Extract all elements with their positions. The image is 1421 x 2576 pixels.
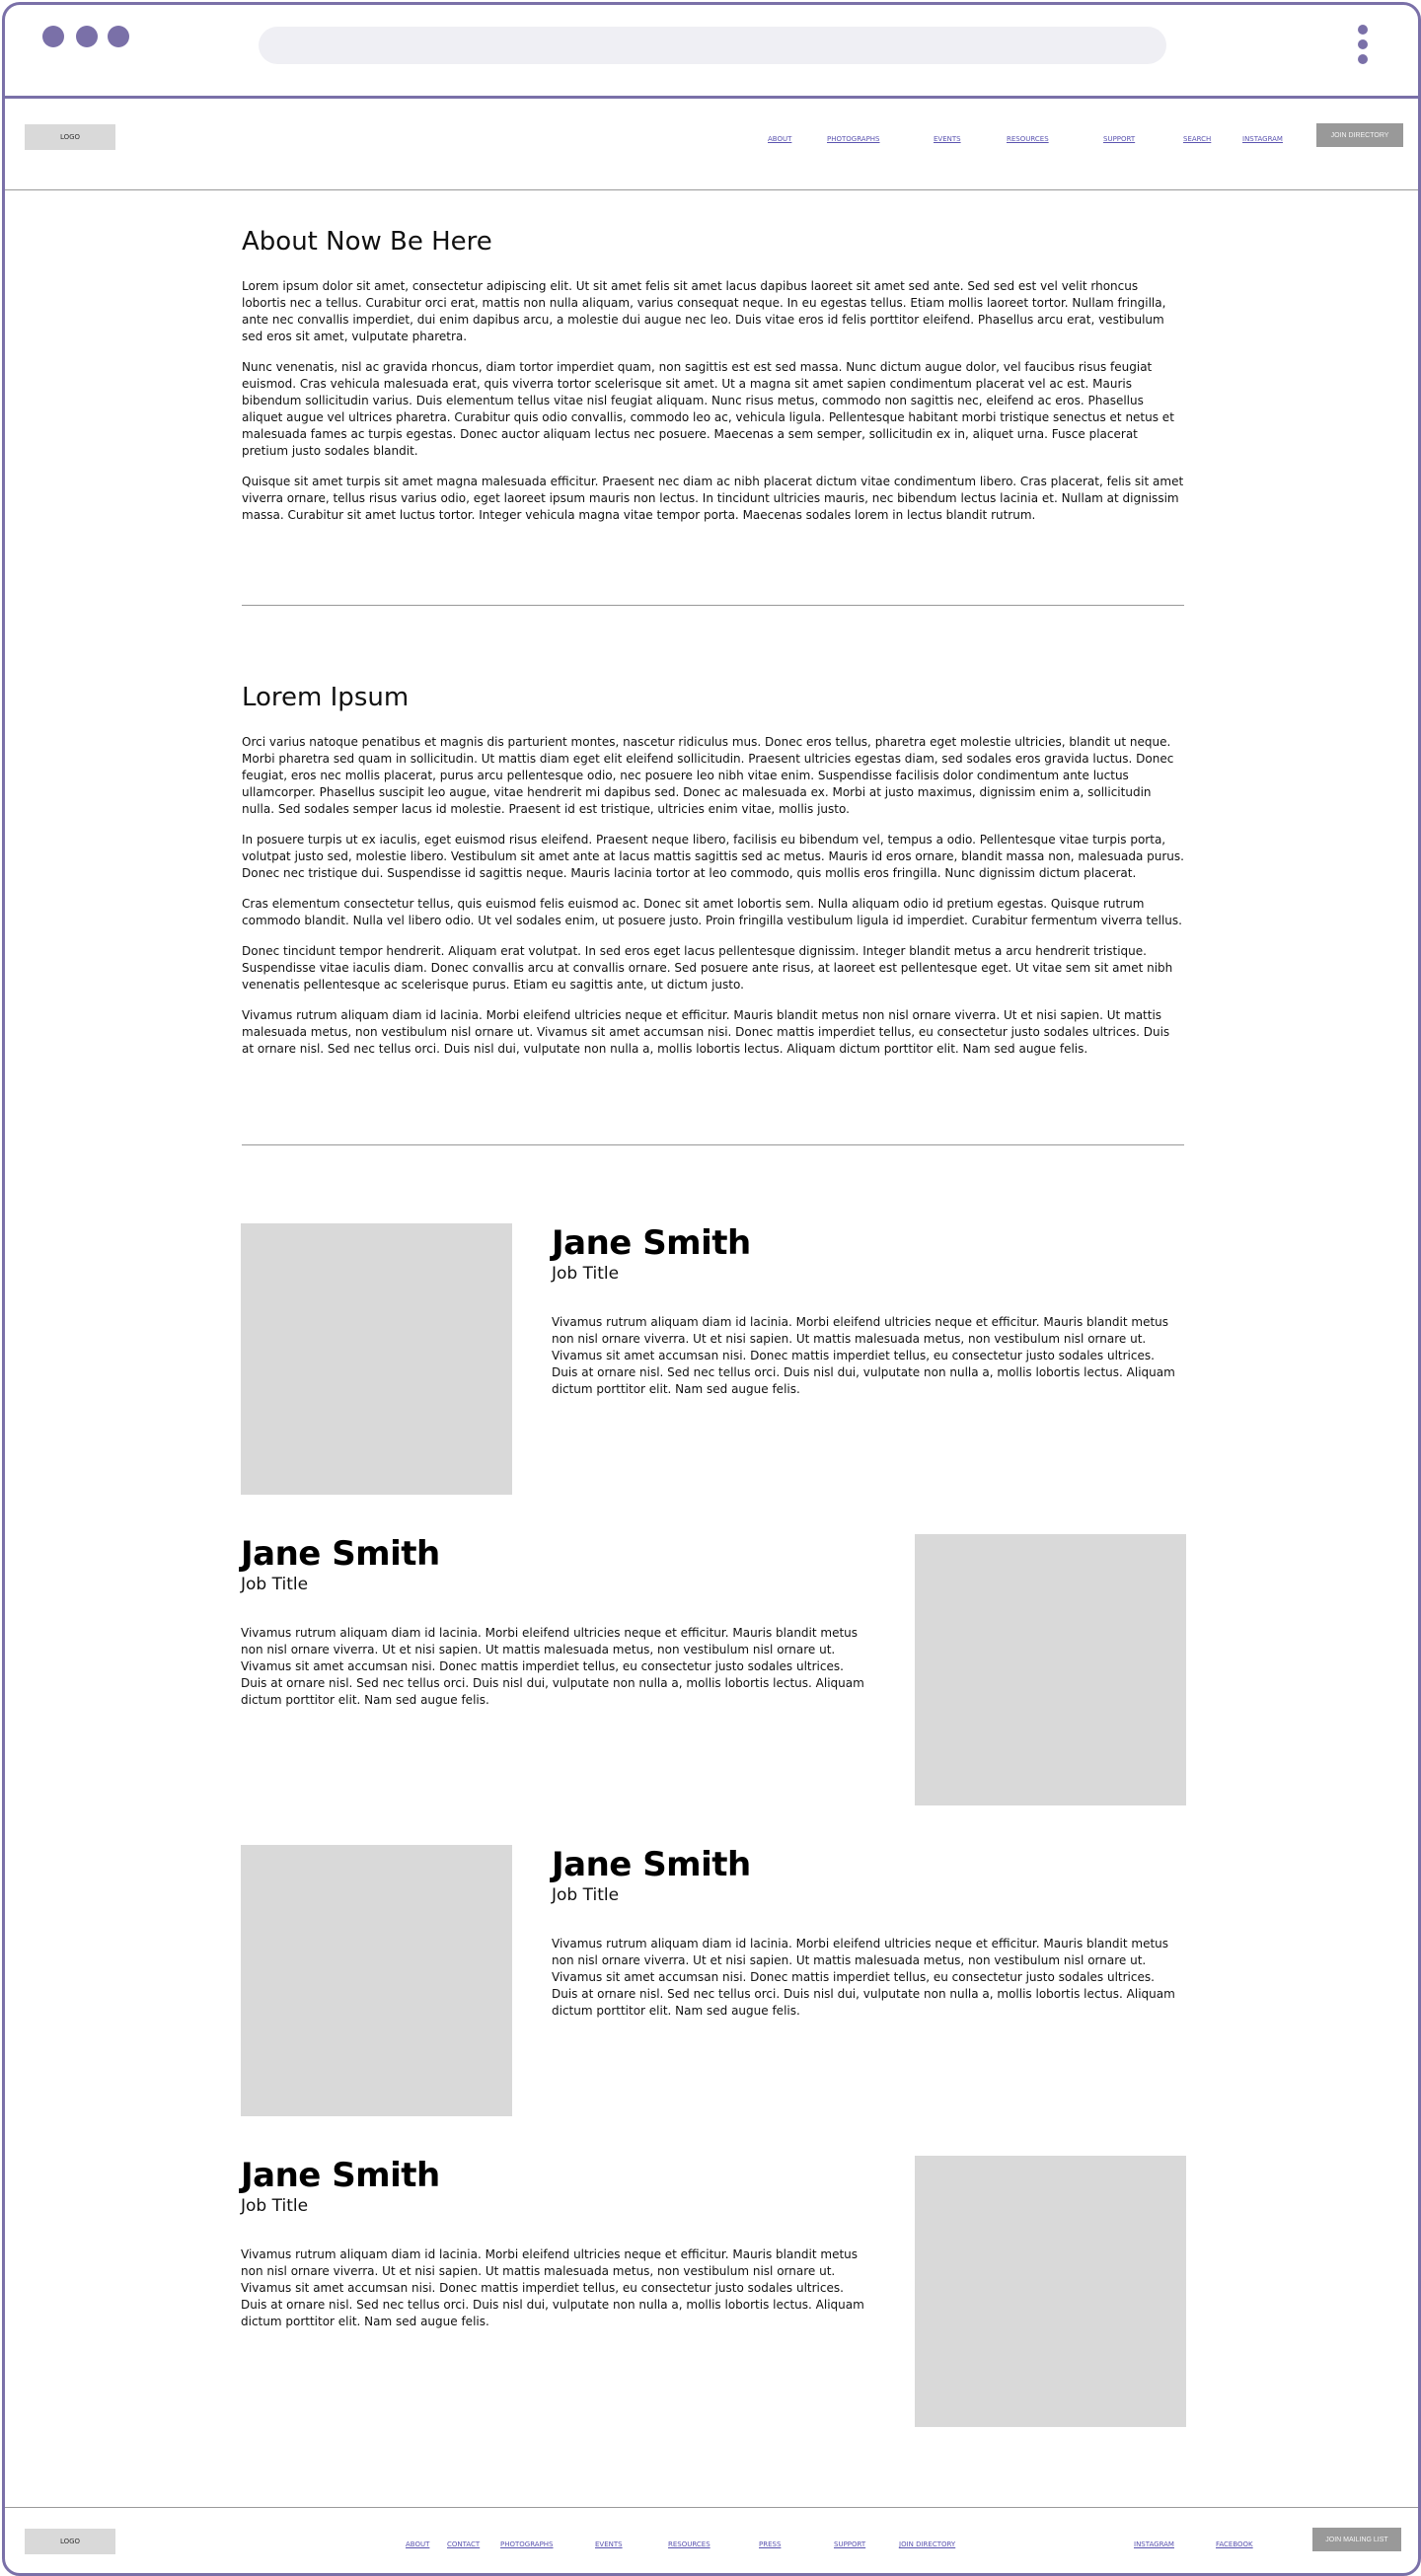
footer-nav-events[interactable]: EVENTS	[595, 2540, 623, 2548]
footer-logo[interactable]: LOGO	[25, 2529, 115, 2554]
nav-support[interactable]: SUPPORT	[1103, 135, 1136, 143]
person-card	[241, 1223, 1188, 1495]
about-title: About Now Be Here	[242, 227, 492, 257]
join-mailing-list-button[interactable]: JOIN MAILING LIST	[1312, 2528, 1401, 2551]
kebab-menu-icon[interactable]	[1358, 25, 1370, 69]
person-bio: Vivamus rutrum aliquam diam id lacinia. Morbi eleifend ultricies neque et efficitur. Mauris blandit metus non nisl ornare viverra. Ut et nisi sapien. Ut mattis malesuada metus, non vestibulum nisl ornare ut. Vivamus sit amet accumsan nisi. Donec mattis imperdiet tellus, eu consectetur justo sodales ultrices. Duis at ornare nisl. Sed nec tellus orci. Duis nisl dui, vulputate non nulla a, mollis lobortis lectus. Aliquam dictum porttitor elit. Nam sed augue felis.	[241, 2247, 864, 2328]
person-job-title: Job Title	[241, 1575, 309, 1594]
person-info	[241, 2156, 872, 2330]
person-info	[241, 1534, 872, 1709]
person-card	[241, 1845, 1188, 2116]
person-job-title: Job Title	[552, 1264, 620, 1284]
person-card	[241, 1534, 1188, 1805]
nav-events[interactable]: EVENTS	[934, 135, 961, 143]
person-job-title: Job Title	[241, 2196, 309, 2216]
footer-nav-resources[interactable]: RESOURCES	[668, 2540, 710, 2548]
person-photo	[241, 1223, 512, 1495]
about-paragraph: Lorem ipsum dolor sit amet, consectetur adipiscing elit. Ut sit amet felis sit amet lacus dapibus laoreet sit amet sed ante. Sed sed est vel velit rhoncus lobortis nec a tellus. Curabitur orci erat, mattis non nulla aliquam, varius consequat neque. In eu egestas tellus. Etiam mollis laoreet tortor. Nullam fringilla, ante nec convallis imperdiet, dui enim dapibus arcu, a molestie dui augue nec leo. Duis vitae eros id felis porttitor eleifend. Phasellus arcu erat, vestibulum sed eros sit amet, vulputate pharetra.	[242, 279, 1166, 343]
browser-chrome	[5, 5, 1418, 99]
person-name: Jane Smith	[552, 1845, 751, 1884]
footer-nav-contact[interactable]: CONTACT	[447, 2540, 481, 2548]
person-info	[552, 1845, 1183, 2020]
about-paragraph: Quisque sit amet turpis sit amet magna malesuada efficitur. Praesent nec diam ac nibh placerat dictum vitae condimentum libero. Cras placerat, felis sit amet viverra ornare, tellus risus varius odio, eget laoreet ipsum mauris non lectus. In tincidunt ultricies mauris, nec bibendum lectus lacinia et. Nullam at dignissim massa. Curabitur sit amet luctus tortor. Integer vehicula magna vitae tempor porta. Maecenas sodales lorem in lectus blandit rutrum.	[242, 475, 1184, 522]
footer-nav-support[interactable]: SUPPORT	[834, 2540, 866, 2548]
join-directory-button[interactable]: JOIN DIRECTORY	[1316, 123, 1403, 147]
person-info	[552, 1223, 1183, 1398]
nav-about[interactable]: ABOUT	[768, 135, 792, 143]
person-bio: Vivamus rutrum aliquam diam id lacinia. Morbi eleifend ultricies neque et efficitur. Mauris blandit metus non nisl ornare viverra. Ut et nisi sapien. Ut mattis malesuada metus, non vestibulum nisl ornare ut. Vivamus sit amet accumsan nisi. Donec mattis imperdiet tellus, eu consectetur justo sodales ultrices. Duis at ornare nisl. Sed nec tellus orci. Duis nisl dui, vulputate non nulla a, mollis lobortis lectus. Aliquam dictum porttitor elit. Nam sed augue felis.	[552, 1937, 1175, 2018]
person-name: Jane Smith	[552, 1223, 751, 1263]
person-bio: Vivamus rutrum aliquam diam id lacinia. Morbi eleifend ultricies neque et efficitur. Mauris blandit metus non nisl ornare viverra. Ut et nisi sapien. Ut mattis malesuada metus, non vestibulum nisl ornare ut. Vivamus sit amet accumsan nisi. Donec mattis imperdiet tellus, eu consectetur justo sodales ultrices. Duis at ornare nisl. Sed nec tellus orci. Duis nisl dui, vulputate non nulla a, mollis lobortis lectus. Aliquam dictum porttitor elit. Nam sed augue felis.	[552, 1315, 1175, 1396]
window-dot-icon[interactable]	[76, 26, 98, 47]
about-paragraph: Nunc venenatis, nisl ac gravida rhoncus, diam tortor imperdiet quam, non sagittis est est sed massa. Nunc dictum augue dolor, vel faucibus risus feugiat euismod. Cras vehicula malesuada erat, quis viverra tortor scelerisque sit amet. Ut a magna sit amet sapien condimentum placerat vel ac est. Mauris bibendum sollicitudin varius. Duis elementum tellus vitae nisl feugiat aliquam. Nunc risus metus, commodo non sagittis nec, eleifend ac eros. Phasellus aliquet augue vel ultrices pharetra. Curabitur quis odio convallis, commodo leo ac, vehicula ligula. Pellentesque habitant morbi tristique senectus et netus et malesuada fames ac turpis egestas. Donec auctor aliquam lectus nec posuere. Maecenas a sem semper, sollicitudin ex in, aliquet urna. Fusce placerat pretium justo sodales blandit.	[242, 360, 1174, 458]
footer-nav-about[interactable]: ABOUT	[406, 2540, 430, 2548]
person-name: Jane Smith	[241, 1534, 440, 1574]
footer-nav-join-directory[interactable]: JOIN DIRECTORY	[899, 2540, 956, 2548]
window-dot-icon[interactable]	[42, 26, 64, 47]
nav-instagram[interactable]: INSTAGRAM	[1242, 135, 1283, 143]
header-logo[interactable]: LOGO	[25, 124, 115, 150]
site-footer	[5, 2507, 1418, 2574]
person-photo	[241, 1845, 512, 2116]
site-header	[5, 99, 1418, 190]
lorem-paragraph: Vivamus rutrum aliquam diam id lacinia. Morbi eleifend ultricies neque et efficitur. Mauris blandit metus non nisl ornare viverra. Ut et nisi sapien. Ut mattis malesuada metus, non vestibulum nisl ornare ut. Vivamus sit amet accumsan nisi. Donec mattis imperdiet tellus, eu consectetur justo sodales ultrices. Duis at ornare nisl. Sed nec tellus orci. Duis nisl dui, vulputate non nulla a, mollis lobortis lectus. Aliquam dictum porttitor elit. Nam sed augue felis.	[242, 1008, 1170, 1056]
footer-nav-press[interactable]: PRESS	[759, 2540, 782, 2548]
lorem-title: Lorem Ipsum	[242, 683, 410, 712]
divider	[242, 1144, 1184, 1145]
lorem-paragraph: In posuere turpis ut ex iaculis, eget euismod risus eleifend. Praesent neque libero, facilisis eu bibendum vel, tempus a odio. Pellentesque vitae turpis porta, volutpat justo sed, molestie libero. Vestibulum sit amet ante at lacus mattis sagittis sed ac metus. Mauris id eros ornare, blandit massa non, malesuada purus. Donec nec tristique dui. Suspendisse id sagittis neque. Mauris lacinia tortor at leo commodo, quis mollis eros fringilla. Nunc dignissim dictum placerat.	[242, 833, 1184, 880]
browser-window	[2, 2, 1421, 2576]
address-bar[interactable]	[259, 27, 1166, 64]
lorem-paragraph: Cras elementum consectetur tellus, quis euismod felis euismod ac. Donec sit amet lobortis sem. Nulla aliquam odio id pretium egestas. Quisque rutrum commodo blandit. Nulla vel libero odio. Ut vel sodales enim, ut posuere justo. Proin fringilla vestibulum ligula id imperdiet. Curabitur fermentum viverra tellus.	[242, 897, 1182, 927]
lorem-section	[242, 683, 1184, 1071]
footer-nav-photographs[interactable]: PHOTOGRAPHS	[500, 2540, 554, 2548]
nav-photographs[interactable]: PHOTOGRAPHS	[827, 135, 880, 143]
divider	[242, 605, 1184, 606]
person-bio: Vivamus rutrum aliquam diam id lacinia. Morbi eleifend ultricies neque et efficitur. Mauris blandit metus non nisl ornare viverra. Ut et nisi sapien. Ut mattis malesuada metus, non vestibulum nisl ornare ut. Vivamus sit amet accumsan nisi. Donec mattis imperdiet tellus, eu consectetur justo sodales ultrices. Duis at ornare nisl. Sed nec tellus orci. Duis nisl dui, vulputate non nulla a, mollis lobortis lectus. Aliquam dictum porttitor elit. Nam sed augue felis.	[241, 1626, 864, 1707]
person-job-title: Job Title	[552, 1885, 620, 1905]
person-card	[241, 2156, 1188, 2427]
person-photo	[915, 1534, 1186, 1805]
lorem-paragraph: Orci varius natoque penatibus et magnis dis parturient montes, nascetur ridiculus mus. Donec eros tellus, pharetra eget molestie ultricies, blandit ut neque. Morbi pharetra sed quam in sollicitudin. Ut mattis diam eget elit eleifend sollicitudin. Praesent ultricies egestas diam, sed sodales eros gravida luctus. Donec feugiat, eros nec mollis placerat, purus arcu pellentesque odio, nec posuere leo nibh vitae enim. Suspendisse facilisis dolor condimentum ante luctus ullamcorper. Phasellus suscipit leo augue, vitae hendrerit mi dapibus sed. Donec ac malesuada ex. Morbi at justo maximus, dignissim enim a, sollicitudin nulla. Sed sodales semper lacus id molestie. Praesent id est tristique, ultricies enim vitae, mollis justo.	[242, 735, 1174, 816]
nav-search[interactable]: SEARCH	[1183, 135, 1212, 143]
person-photo	[915, 2156, 1186, 2427]
lorem-paragraph: Donec tincidunt tempor hendrerit. Aliquam erat volutpat. In sed eros eget lacus pellentesque dignissim. Integer blandit metus a arcu hendrerit tristique. Suspendisse vitae iaculis diam. Donec convallis arcu at convallis ornare. Sed posuere ante risus, at laoreet est pellentesque eget. Ut vitae sem sit amet nibh venenatis pellentesque ac scelerisque purus. Etiam eu sagittis ante, ut dictum justo.	[242, 944, 1173, 992]
window-dot-icon[interactable]	[108, 26, 129, 47]
about-section	[242, 227, 1184, 538]
footer-instagram-link[interactable]: INSTAGRAM	[1134, 2540, 1174, 2548]
footer-facebook-link[interactable]: FACEBOOK	[1216, 2540, 1253, 2548]
person-name: Jane Smith	[241, 2156, 440, 2195]
nav-resources[interactable]: RESOURCES	[1007, 135, 1049, 143]
